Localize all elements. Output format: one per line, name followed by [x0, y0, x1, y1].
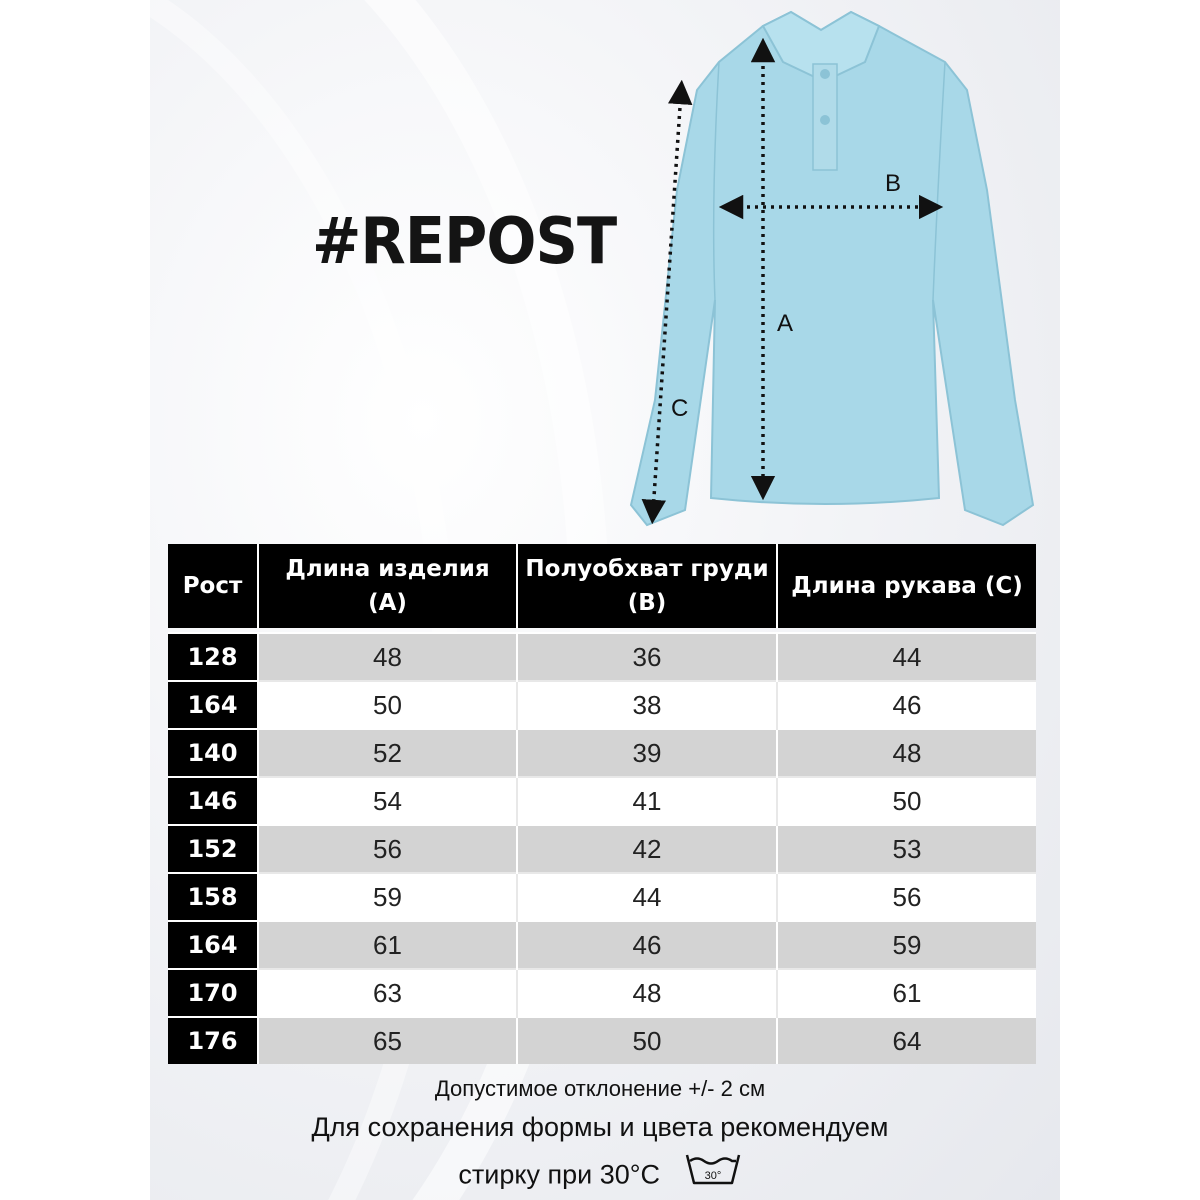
wash-30-icon	[684, 1151, 742, 1194]
wash-temp: 30°	[704, 1170, 721, 1182]
table-row	[168, 1017, 1036, 1064]
cell-length: 50	[258, 681, 517, 729]
row-height: 158	[168, 873, 258, 921]
header-chest: Полуобхват груди (В)	[517, 544, 777, 628]
table-row	[168, 633, 1036, 681]
cell-sleeve: 46	[777, 681, 1036, 729]
care-note-text: стирку при 30°С	[458, 1159, 661, 1190]
cell-length: 48	[258, 633, 517, 681]
cell-sleeve: 48	[777, 729, 1036, 777]
polo-shirt-image	[631, 12, 1033, 525]
cell-chest: 39	[517, 729, 777, 777]
table-row	[168, 729, 1036, 777]
shirt-diagram	[615, 0, 1055, 540]
header-length: Длина изделия (А)	[258, 544, 517, 628]
cell-length: 54	[258, 777, 517, 825]
cell-sleeve: 56	[777, 873, 1036, 921]
cell-chest: 41	[517, 777, 777, 825]
row-height: 164	[168, 921, 258, 969]
cell-chest: 36	[517, 633, 777, 681]
table-row	[168, 921, 1036, 969]
label-c: C	[671, 395, 689, 422]
cell-chest: 48	[517, 969, 777, 1017]
row-height: 152	[168, 825, 258, 873]
cell-length: 65	[258, 1017, 517, 1064]
row-height: 170	[168, 969, 258, 1017]
table-row	[168, 873, 1036, 921]
cell-chest: 46	[517, 921, 777, 969]
cell-length: 52	[258, 729, 517, 777]
brand-title: #REPOST	[312, 205, 617, 279]
cell-chest: 50	[517, 1017, 777, 1064]
table-row	[168, 681, 1036, 729]
row-height: 140	[168, 729, 258, 777]
table-row	[168, 825, 1036, 873]
table-row	[168, 969, 1036, 1017]
label-b: B	[885, 170, 902, 197]
cell-sleeve: 53	[777, 825, 1036, 873]
cell-sleeve: 64	[777, 1017, 1036, 1064]
header-sleeve: Длина рукава (С)	[777, 544, 1036, 628]
row-height: 164	[168, 681, 258, 729]
cell-length: 59	[258, 873, 517, 921]
cell-chest: 38	[517, 681, 777, 729]
cell-length: 61	[258, 921, 517, 969]
care-note-line2	[0, 1155, 1200, 1198]
table-header-row	[168, 544, 1036, 628]
cell-chest: 44	[517, 873, 777, 921]
table-row	[168, 777, 1036, 825]
cell-sleeve: 50	[777, 777, 1036, 825]
row-height: 176	[168, 1017, 258, 1064]
size-chart-table	[168, 544, 1036, 1064]
label-a: A	[777, 310, 794, 337]
cell-sleeve: 59	[777, 921, 1036, 969]
care-note-line1: Для сохранения формы и цвета рекомендуем	[311, 1112, 889, 1142]
cell-sleeve: 61	[777, 969, 1036, 1017]
cell-sleeve: 44	[777, 633, 1036, 681]
cell-length: 63	[258, 969, 517, 1017]
row-height: 128	[168, 633, 258, 681]
tolerance-note: Допустимое отклонение +/- 2 см	[434, 1076, 766, 1101]
cell-chest: 42	[517, 825, 777, 873]
row-height: 146	[168, 777, 258, 825]
header-height: Рост	[168, 544, 258, 628]
cell-length: 56	[258, 825, 517, 873]
